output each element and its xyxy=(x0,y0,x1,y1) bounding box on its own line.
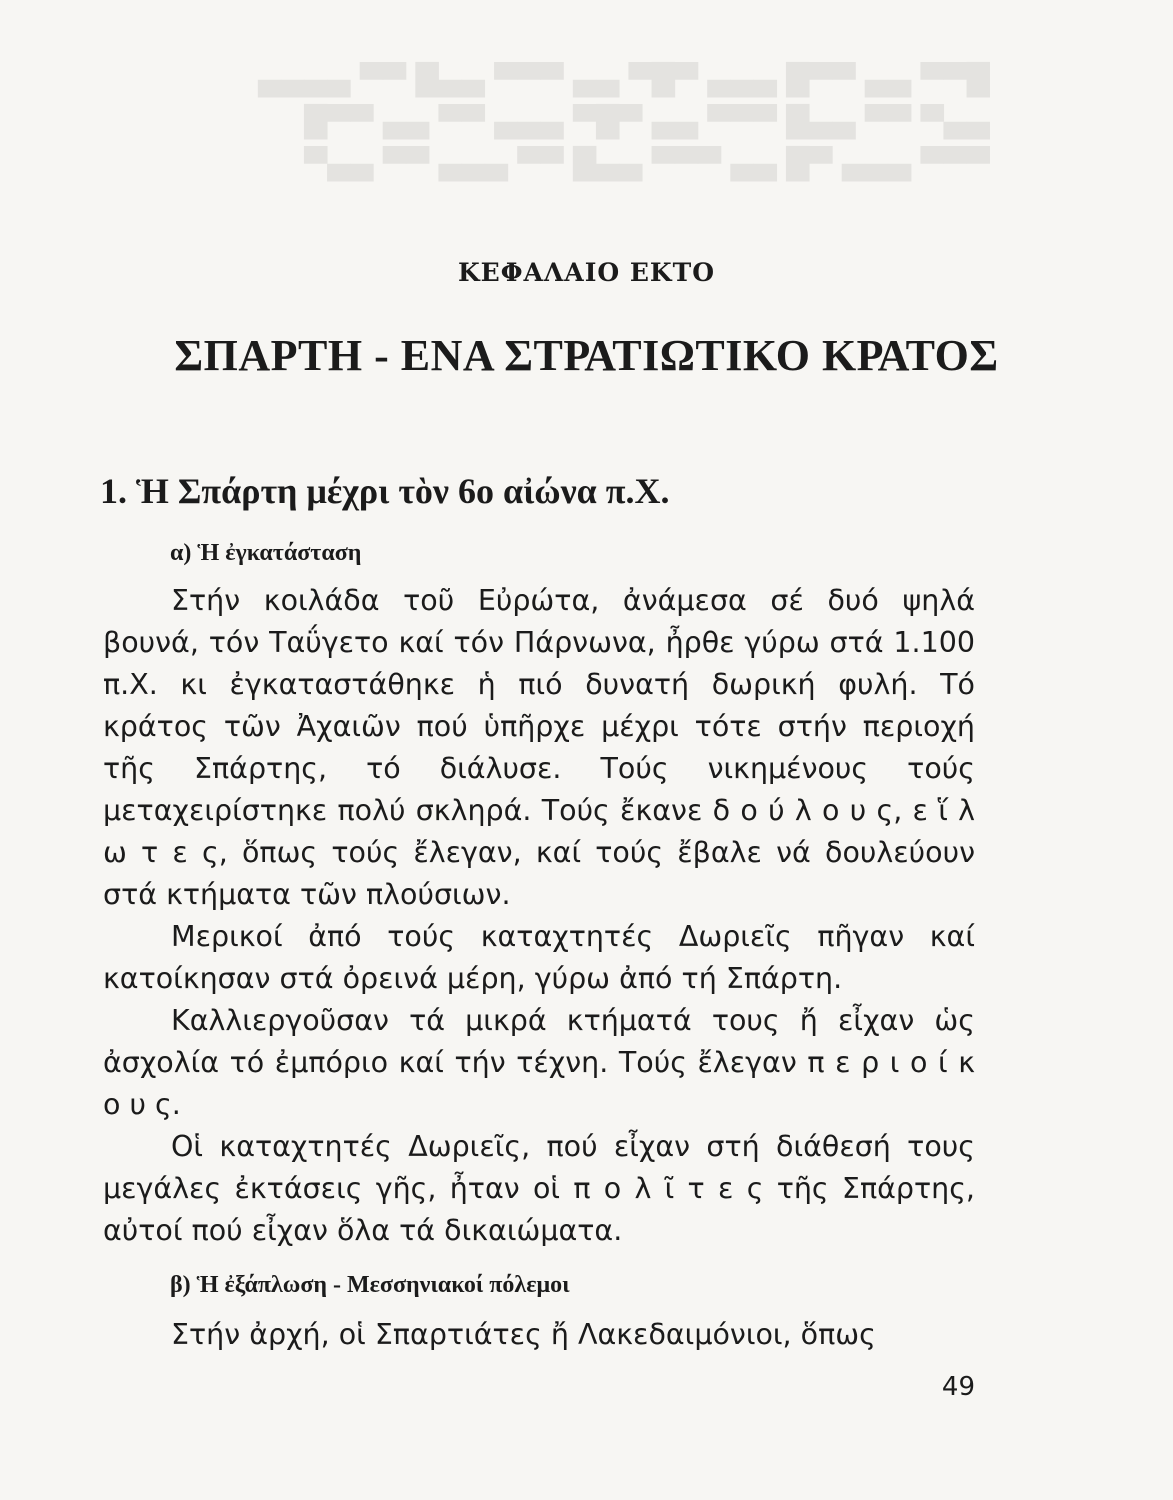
subsection-b-body xyxy=(103,1314,975,1356)
chapter-title: ΣΠΑΡΤΗ - ΕΝΑ ΣΤΡΑΤΙΩΤΙΚΟ ΚΡΑΤΟΣ xyxy=(174,331,999,380)
paragraph: Καλλιεργοῦσαν τά μικρά κτήματά τους ἤ εἶχαν ὡς ἀσχολία τό ἐμπόριο καί τήν τέχνη. Τούς ἔλεγαν π ε ρ ι ο ί κ ο υ ς. xyxy=(103,1004,975,1121)
subsection-a-title: α) Ἡ ἐγκατάσταση xyxy=(170,540,362,566)
subsection-a-body xyxy=(103,580,975,1252)
section-title: 1. Ἡ Σπάρτη μέχρι τὸν 6ο αἰώνα π.Χ. xyxy=(100,471,670,511)
reverse-page-bleed-through: █▀▀ ▄▄ ▀▀█ ▄▄▄ ▀█▀ ▄▄ ▀▀▀ ▄▄█ ▀▀ ▄▄▄▄ ▄▄▀ ▀▀ ▄▄█ ▀▀▀ ▄▄ ▀█▀ ▄▄▄ ▀▀ ▄▄ ▀▀█ ▀▀▀ ▄▄▄ ▀█ ▄▄ ▀▀▀ ▄▄█ ▀▀ ▄▄▄ ▀▀ ▄▄▀ xyxy=(258,63,990,182)
paragraph: Στήν κοιλάδα τοῦ Εὐρώτα, ἀνάμεσα σέ δυό ψηλά βουνά, τόν Ταΰγετο καί τόν Πάρνωνα, ἦρθε γύρω στά 1.100 π.Χ. κι ἐγκαταστάθηκε ἡ πιό δυνατή δωρική φυλή. Τό κράτος τῶν Ἀχαιῶν πού ὑπῆρχε μέχρι τότε στήν περιοχή τῆς Σπάρτης, τό διάλυσε. Τούς νικημένους τούς μεταχειρίστηκε πολύ σκληρά. Τούς ἔκανε δ ο ύ λ ο υ ς, ε ἵ λ ω τ ε ς, ὅπως τούς ἔλεγαν, καί τούς ἔβαλε νά δουλεύουν στά κτήματα τῶν πλούσιων. xyxy=(103,584,975,911)
chapter-heading: ΚΕΦΑΛΑΙΟ ΕΚΤΟ xyxy=(457,258,716,287)
paragraph: Οἱ καταχτητές Δωριεῖς, πού εἶχαν στή διάθεσή τους μεγάλες ἐκτάσεις γῆς, ἦταν οἱ π ο λ ῖ τ ε ς τῆς Σπάρτης, αὐτοί πού εἶχαν ὅλα τά δικαιώματα. xyxy=(103,1130,975,1247)
subsection-b-title: β) Ἡ ἐξάπλωση - Μεσσηνιακοί πόλεμοι xyxy=(170,1272,570,1298)
paragraph: Στήν ἀρχή, οἱ Σπαρτιάτες ἤ Λακεδαιμόνιοι, ὅπως xyxy=(171,1318,876,1351)
page-number: 49 xyxy=(941,1372,975,1402)
paragraph: Μερικοί ἀπό τούς καταχτητές Δωριεῖς πῆγαν καί κατοίκησαν στά ὀρεινά μέρη, γύρω ἀπό τή Σπάρτη. xyxy=(103,920,975,995)
